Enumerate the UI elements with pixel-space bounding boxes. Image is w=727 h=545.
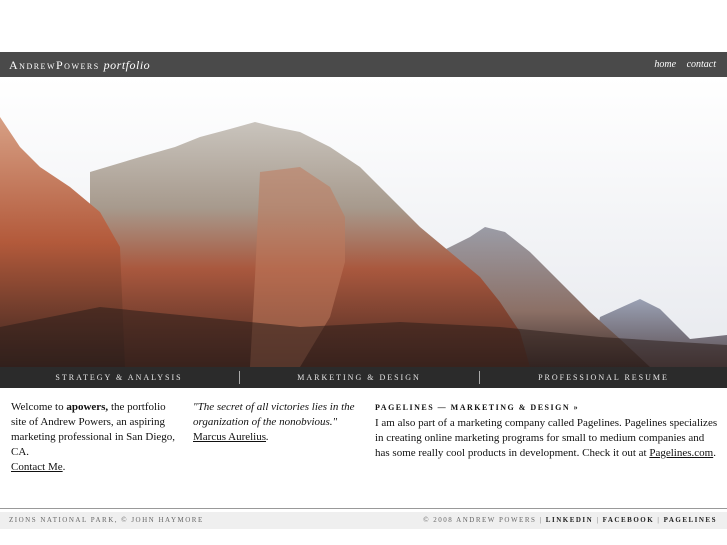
site-footer: [0, 512, 727, 529]
site-header: [0, 52, 727, 77]
pagelines-column: [375, 400, 720, 461]
pagelines-heading[interactable]: PAGELINES — MARKETING & DESIGN »: [375, 403, 580, 412]
pagelines-footer-link[interactable]: PAGELINES: [663, 516, 717, 524]
footer-separator: |: [657, 516, 661, 524]
footer-separator: |: [596, 516, 600, 524]
photo-credit: ZIONS NATIONAL PARK, © JOHN HAYMORE: [9, 516, 204, 524]
quote-column: [193, 400, 363, 445]
footer-separator: |: [539, 516, 543, 524]
facebook-link[interactable]: FACEBOOK: [602, 516, 655, 524]
welcome-site-name: apowers,: [66, 401, 109, 413]
brand-subtitle: portfolio: [103, 58, 151, 72]
top-nav: [646, 59, 716, 70]
site-brand[interactable]: [9, 58, 150, 73]
pagelines-period: .: [713, 447, 716, 459]
brand-name: AndrewPowers: [9, 58, 100, 72]
nav-strategy-analysis[interactable]: STRATEGY & ANALYSIS: [55, 373, 183, 382]
pagelines-text: I am also part of a marketing company called Pagelines. Pagelines specializes in creating online marketing programs for small to medium companies and has some really cool products in development. Check it out at: [375, 417, 718, 459]
mountain-landscape-illustration: [0, 77, 727, 367]
quote-period: .: [266, 431, 269, 443]
contact-period: .: [62, 461, 66, 473]
footer-links: [423, 516, 717, 524]
nav-contact-link[interactable]: contact: [686, 59, 716, 70]
quote-text: "The secret of all victories lies in the organization of the nonobvious.": [193, 401, 355, 428]
nav-home-link[interactable]: home: [654, 59, 677, 70]
linkedin-link[interactable]: LINKEDIN: [545, 516, 594, 524]
contact-me-link[interactable]: Contact Me: [11, 461, 63, 473]
pagelines-link[interactable]: Pagelines.com: [649, 447, 714, 459]
welcome-intro: Welcome to: [11, 401, 67, 413]
nav-professional-resume[interactable]: PROFESSIONAL RESUME: [538, 373, 669, 382]
nav-marketing-design[interactable]: MARKETING & DESIGN: [297, 373, 421, 382]
welcome-column: [11, 400, 181, 475]
section-navbar: [0, 367, 727, 388]
copyright: © 2008 ANDREW POWERS: [423, 516, 537, 524]
welcome-text: the portfolio site of Andrew Powers, an aspiring marketing professional in San Diego, CA.: [11, 401, 176, 458]
quote-author-link[interactable]: Marcus Aurelius: [193, 431, 267, 443]
hero-image: [0, 77, 727, 367]
footer-divider: [0, 508, 727, 509]
